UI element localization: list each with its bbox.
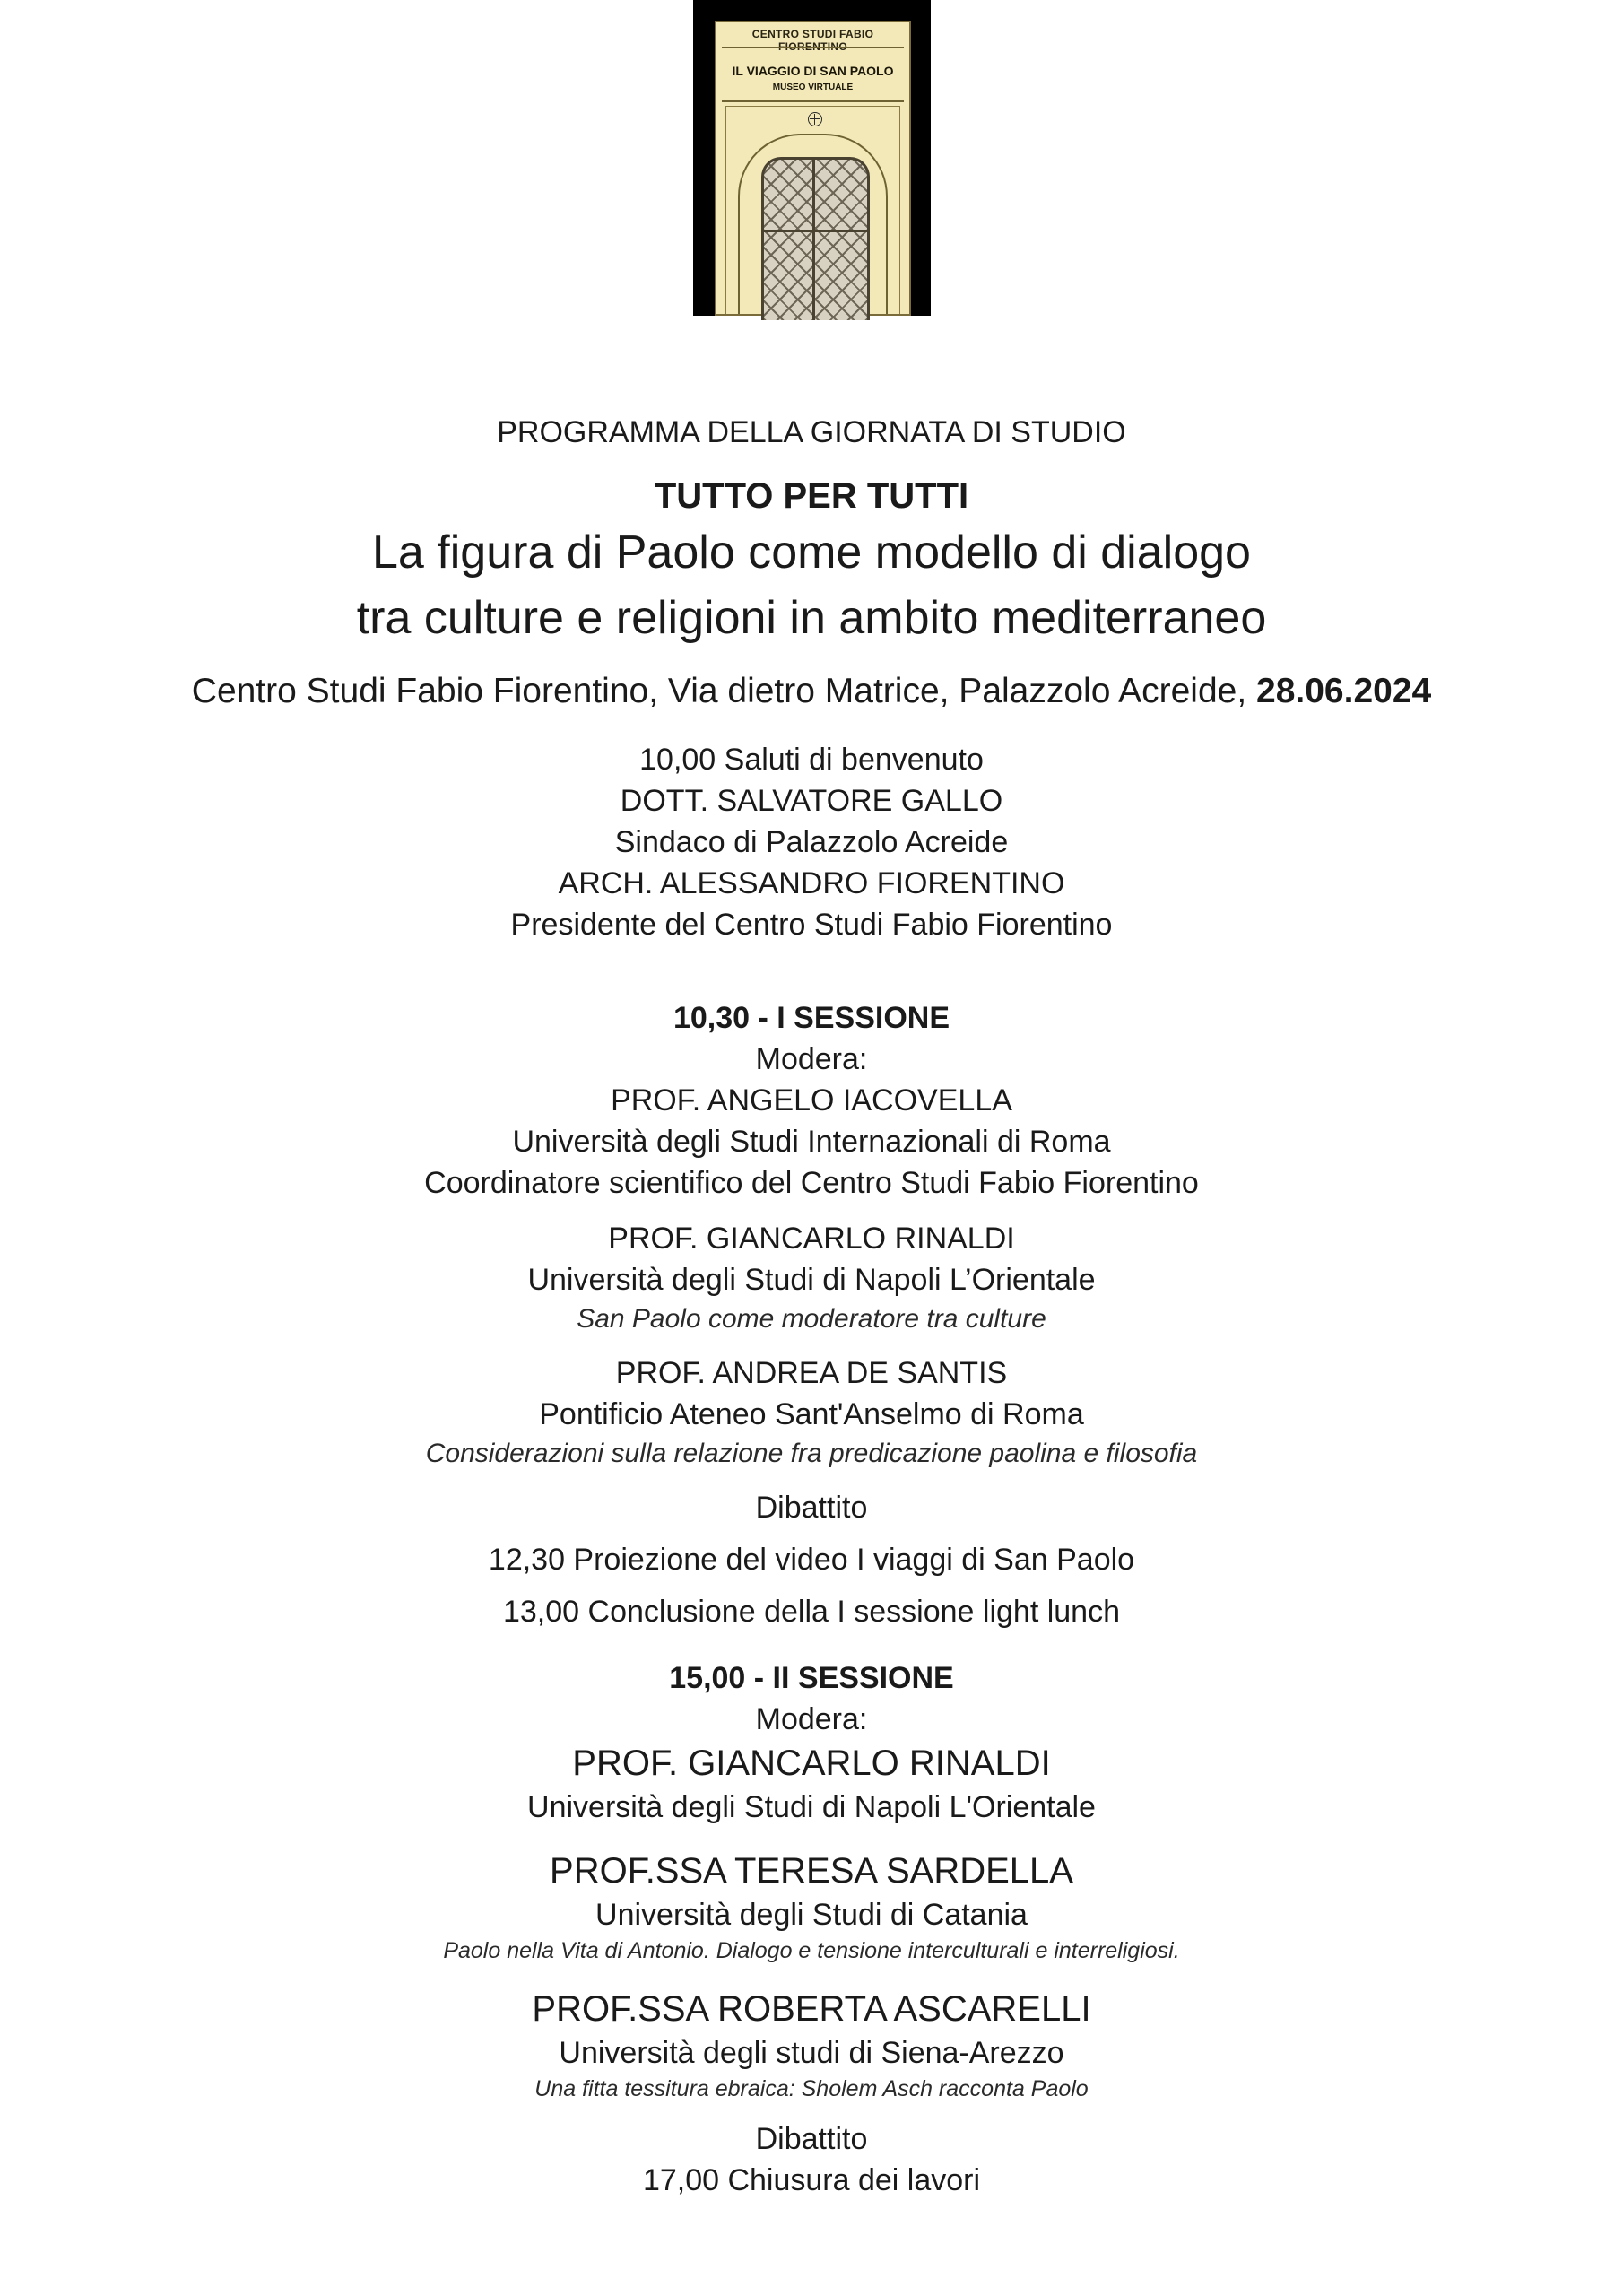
session1-moderator-role: Coordinatore scientifico del Centro Studi Fabio Fiorentino [424,1166,1199,1200]
event-title: TUTTO PER TUTTI [654,476,969,516]
lattice-window-icon [761,157,870,320]
event-subtitle-line2: tra culture e religioni in ambito mediterraneo [356,592,1267,644]
session1-moderator-affiliation: Università degli Studi Internazionali di Roma [512,1125,1111,1159]
session2-closing: 17,00 Chiusura dei lavori [642,2163,981,2197]
event-place: Centro Studi Fabio Fiorentino, Via dietro Matrice, Palazzolo Acreide, [191,672,1247,710]
welcome-speaker-name: ARCH. ALESSANDRO FIORENTINO [558,866,1065,900]
event-subtitle-line1: La figura di Paolo come modello di dialogo [372,526,1251,578]
welcome-speaker-role: Sindaco di Palazzolo Acreide [614,825,1009,859]
event-date: 28.06.2024 [1256,672,1432,710]
program-heading: PROGRAMMA DELLA GIORNATA DI STUDIO [497,415,1126,449]
talk-title: Paolo nella Vita di Antonio. Dialogo e tensione interculturali e interreligiosi. [443,1938,1180,1963]
session2-moderator-name: PROF. GIANCARLO RINALDI [572,1744,1051,1783]
logo-divider [722,47,904,48]
welcome-speaker-role: Presidente del Centro Studi Fabio Fiorentino [510,908,1113,942]
speaker-name: PROF.SSA ROBERTA ASCARELLI [532,1989,1091,2029]
speaker-affiliation: Università degli studi di Siena-Arezzo [559,2036,1064,2070]
session1-video: 12,30 Proiezione del video I viaggi di San Paolo [488,1543,1135,1577]
session2-moderator-affiliation: Università degli Studi di Napoli L'Orientale [527,1790,1096,1824]
logo-divider [722,100,904,102]
welcome-speaker-name: DOTT. SALVATORE GALLO [620,784,1003,818]
speaker-name: PROF.SSA TERESA SARDELLA [550,1851,1073,1891]
logo-subtitle: MUSEO VIRTUALE [772,83,854,92]
speaker-name: PROF. ANDREA DE SANTIS [615,1356,1008,1390]
talk-title: Una fitta tessitura ebraica: Sholem Asch racconta Paolo [534,2076,1089,2101]
logo-door-illustration [715,21,911,316]
session1-moderator-name: PROF. ANGELO IACOVELLA [611,1083,1012,1118]
talk-title: San Paolo come moderatore tra culture [577,1304,1046,1334]
session1-debate: Dibattito [755,1491,868,1525]
session1-moderator-label: Modera: [755,1042,868,1076]
event-location [0,669,1623,714]
rosette-icon [808,112,822,126]
speaker-affiliation: Università degli Studi di Napoli L’Orientale [527,1263,1096,1297]
program-document [0,413,1623,2201]
welcome-time: 10,00 Saluti di benvenuto [639,743,984,777]
speaker-affiliation: Pontificio Ateneo Sant'Anselmo di Roma [539,1397,1084,1431]
museum-logo [693,0,931,316]
speaker-name: PROF. GIANCARLO RINALDI [608,1222,1015,1256]
talk-title: Considerazioni sulla relazione fra predicazione paolina e filosofia [425,1439,1198,1468]
logo-center-name: CENTRO STUDI FABIO FIORENTINO [751,28,874,53]
session2-heading: 15,00 - II SESSIONE [669,1661,954,1695]
session2-debate: Dibattito [755,2122,868,2156]
session1-conclusion: 13,00 Conclusione della I sessione light lunch [502,1595,1120,1629]
session2-moderator-label: Modera: [755,1702,868,1736]
speaker-affiliation: Università degli Studi di Catania [595,1898,1028,1932]
logo-title: IL VIAGGIO DI SAN PAOLO [732,64,894,78]
session1-heading: 10,30 - I SESSIONE [673,1001,950,1035]
